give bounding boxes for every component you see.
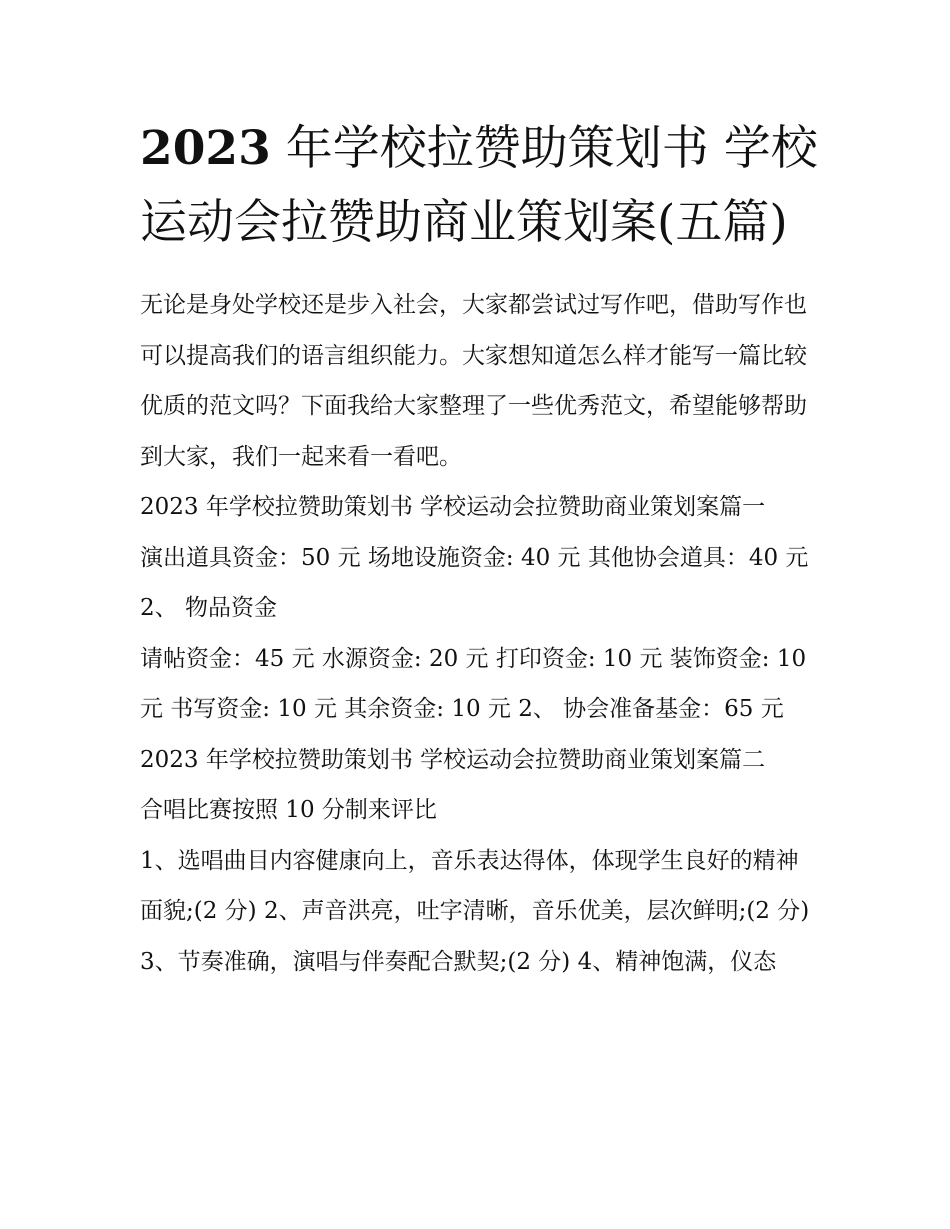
document-page (140, 112, 820, 987)
intro-paragraph: 无论是身处学校还是步入社会，大家都尝试过写作吧，借助写作也可以提高我们的语言组织能力。大家想知道怎么样才能写一篇比较优质的范文吗？下面我给大家整理了一些优秀范文，希望能够帮助到大家，我们一起来看一看吧。 (140, 292, 807, 470)
scoring-criteria-1-2: 1、选唱曲目内容健康向上，音乐表达得体，体现学生良好的精神面貌;(2 分) 2、声音洪亮，吐字清晰，音乐优美，层次鲜明;(2 分) (140, 847, 810, 924)
budget-line-supplies: 请帖资金：45 元 水源资金: 20 元 打印资金: 10 元 装饰资金: 10 元 书写资金: 10 元 其余资金: 10 元 2、 协会准备基金：65 元 (140, 645, 807, 722)
scoring-intro: 合唱比赛按照 10 分制来评比 (140, 797, 437, 823)
scoring-criteria-3-4: 3、节奏准确，演唱与伴奏配合默契;(2 分) 4、精神饱满，仪态 (140, 948, 777, 975)
section-heading-two: 2023 年学校拉赞助策划书 学校运动会拉赞助商业策划案篇二 (140, 746, 766, 773)
budget-line-props: 演出道具资金：50 元 场地设施资金: 40 元 其他协会道具：40 元 2、 物品资金 (140, 544, 809, 621)
title-text: 年学校拉赞助策划书 学校运动会拉赞助商业策划案(五篇) (140, 121, 818, 250)
title-year: 2023 (140, 121, 271, 176)
section-heading-one: 2023 年学校拉赞助策划书 学校运动会拉赞助商业策划案篇一 (140, 494, 766, 520)
document-title (140, 112, 820, 260)
document-body (140, 280, 820, 987)
